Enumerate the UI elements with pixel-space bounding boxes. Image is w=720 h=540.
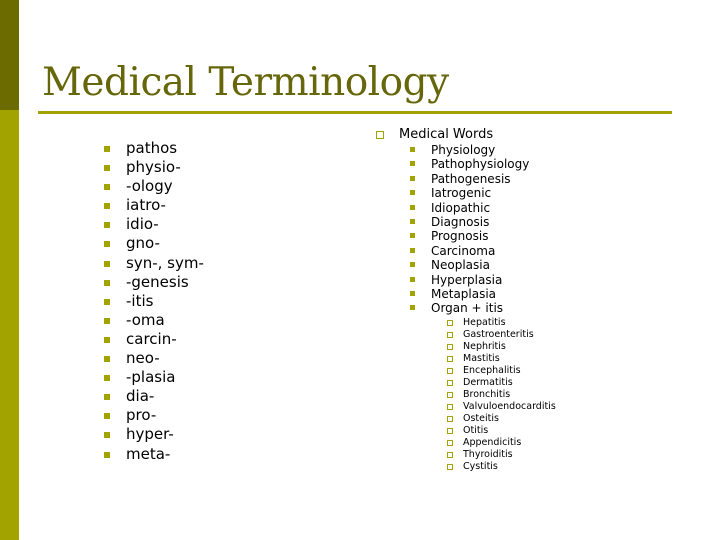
organ-itis-item-text: Otitis	[463, 425, 489, 436]
square-bullet-icon	[104, 280, 110, 286]
square-bullet-icon	[104, 394, 110, 400]
term-item	[104, 349, 204, 368]
term-item	[104, 387, 204, 406]
hollow-square-bullet-icon	[447, 344, 453, 350]
hollow-square-bullet-icon	[376, 131, 384, 139]
organ-itis-item-text: Gastroenteritis	[463, 329, 534, 340]
square-bullet-icon	[104, 413, 110, 419]
medical-word-item-text: Metaplasia	[431, 286, 497, 301]
organ-itis-item-text: Mastitis	[463, 353, 500, 364]
term-item-text: -itis	[126, 291, 154, 310]
square-bullet-icon	[104, 146, 110, 152]
square-bullet-icon	[410, 233, 415, 238]
organ-itis-item-text: Bronchitis	[463, 389, 511, 400]
left-accent-bar-bottom	[0, 110, 19, 540]
square-bullet-icon	[104, 261, 110, 267]
term-item-text: gno-	[126, 234, 160, 253]
term-item	[104, 330, 204, 349]
organ-itis-item-text: Osteitis	[463, 413, 499, 424]
organ-itis-item	[447, 437, 556, 449]
term-item	[104, 215, 204, 234]
medical-word-item-text: Carcinoma	[431, 243, 496, 258]
organ-itis-item	[447, 329, 556, 341]
square-bullet-icon	[104, 452, 110, 458]
hollow-square-bullet-icon	[447, 332, 453, 338]
medical-word-item-text: Neoplasia	[431, 258, 490, 273]
organ-itis-item-text: Encephalitis	[463, 365, 521, 376]
hollow-square-bullet-icon	[447, 452, 453, 458]
square-bullet-icon	[104, 241, 110, 247]
term-item	[104, 273, 204, 292]
left-accent-bar	[0, 0, 19, 540]
medical-words-heading-text: Medical Words	[399, 127, 494, 142]
prefix-suffix-list	[104, 139, 204, 464]
organ-itis-item	[447, 401, 556, 413]
organ-itis-item	[447, 425, 556, 437]
term-item	[104, 406, 204, 425]
term-item-text: syn-, sym-	[126, 253, 204, 272]
medical-word-item	[410, 172, 529, 186]
medical-word-item-text: Pathophysiology	[431, 157, 530, 172]
term-item-text: neo-	[126, 349, 160, 368]
square-bullet-icon	[104, 318, 110, 324]
term-item-text: -plasia	[126, 368, 176, 387]
term-item	[104, 234, 204, 253]
term-item	[104, 254, 204, 273]
hollow-square-bullet-icon	[447, 392, 453, 398]
medical-word-item-text: Hyperplasia	[431, 272, 503, 287]
organ-itis-item	[447, 317, 556, 329]
medical-word-item	[410, 244, 529, 258]
square-bullet-icon	[410, 161, 415, 166]
organ-itis-item	[447, 449, 556, 461]
square-bullet-icon	[410, 219, 415, 224]
organ-itis-item	[447, 341, 556, 353]
organ-itis-item	[447, 461, 556, 473]
term-item-text: physio-	[126, 158, 181, 177]
organ-itis-item	[447, 353, 556, 365]
medical-word-item	[410, 157, 529, 171]
organ-itis-item-text: Appendicitis	[463, 437, 522, 448]
medical-word-item-text: Organ + itis	[431, 301, 504, 316]
medical-word-item	[410, 301, 529, 315]
term-item-text: carcin-	[126, 329, 177, 348]
term-item	[104, 311, 204, 330]
hollow-square-bullet-icon	[447, 368, 453, 374]
term-item	[104, 292, 204, 311]
slide-title: Medical Terminology	[42, 60, 449, 105]
medical-word-item	[410, 201, 529, 215]
organ-itis-item-text: Thyroiditis	[463, 449, 513, 460]
square-bullet-icon	[104, 165, 110, 171]
term-item-text: -ology	[126, 177, 173, 196]
term-item-text: hyper-	[126, 425, 174, 444]
hollow-square-bullet-icon	[447, 320, 453, 326]
square-bullet-icon	[104, 203, 110, 209]
medical-word-item	[410, 143, 529, 157]
term-item	[104, 158, 204, 177]
term-item	[104, 445, 204, 464]
term-item-text: dia-	[126, 387, 155, 406]
organ-itis-item	[447, 365, 556, 377]
square-bullet-icon	[410, 176, 415, 181]
medical-word-item-text: Physiology	[431, 143, 496, 157]
term-item-text: idio-	[126, 215, 159, 234]
term-item-text: iatro-	[126, 196, 166, 215]
square-bullet-icon	[410, 262, 415, 267]
medical-word-item-text: Pathogenesis	[431, 171, 511, 186]
hollow-square-bullet-icon	[447, 440, 453, 446]
medical-word-item-text: Iatrogenic	[431, 186, 492, 201]
square-bullet-icon	[104, 432, 110, 438]
medical-word-item	[410, 287, 529, 301]
organ-itis-item	[447, 389, 556, 401]
medical-word-item-text: Diagnosis	[431, 214, 490, 229]
organ-itis-item-text: Nephritis	[463, 341, 506, 352]
square-bullet-icon	[410, 147, 415, 152]
medical-word-item	[410, 215, 529, 229]
organ-itis-list	[447, 317, 556, 473]
square-bullet-icon	[104, 222, 110, 228]
hollow-square-bullet-icon	[447, 416, 453, 422]
square-bullet-icon	[410, 305, 415, 310]
square-bullet-icon	[410, 277, 415, 282]
hollow-square-bullet-icon	[447, 428, 453, 434]
square-bullet-icon	[104, 184, 110, 190]
organ-itis-item-text: Hepatitis	[463, 317, 506, 328]
square-bullet-icon	[104, 299, 110, 305]
term-item-text: -oma	[126, 310, 165, 329]
organ-itis-item	[447, 377, 556, 389]
medical-words-heading	[376, 126, 493, 144]
term-item	[104, 177, 204, 196]
medical-word-item	[410, 273, 529, 287]
square-bullet-icon	[410, 205, 415, 210]
term-item	[104, 368, 204, 387]
term-item-text: pathos	[126, 139, 178, 157]
term-item	[104, 139, 204, 158]
medical-word-item	[410, 258, 529, 272]
term-item-text: meta-	[126, 444, 171, 463]
hollow-square-bullet-icon	[447, 380, 453, 386]
organ-itis-item	[447, 413, 556, 425]
square-bullet-icon	[104, 356, 110, 362]
organ-itis-item-text: Valvuloendocarditis	[463, 401, 556, 412]
hollow-square-bullet-icon	[447, 404, 453, 410]
left-accent-bar-top	[0, 0, 19, 110]
term-item	[104, 196, 204, 215]
medical-word-item	[410, 186, 529, 200]
square-bullet-icon	[410, 291, 415, 296]
hollow-square-bullet-icon	[447, 356, 453, 362]
medical-words-list	[410, 143, 529, 316]
title-underline	[38, 111, 672, 114]
square-bullet-icon	[410, 248, 415, 253]
term-item	[104, 425, 204, 444]
medical-word-item	[410, 229, 529, 243]
square-bullet-icon	[104, 375, 110, 381]
organ-itis-item-text: Dermatitis	[463, 377, 513, 388]
square-bullet-icon	[410, 190, 415, 195]
medical-word-item-text: Prognosis	[431, 229, 489, 244]
hollow-square-bullet-icon	[447, 464, 453, 470]
organ-itis-item-text: Cystitis	[463, 461, 498, 472]
medical-word-item-text: Idiopathic	[431, 200, 491, 215]
square-bullet-icon	[104, 337, 110, 343]
term-item-text: pro-	[126, 406, 157, 425]
term-item-text: -genesis	[126, 272, 189, 291]
